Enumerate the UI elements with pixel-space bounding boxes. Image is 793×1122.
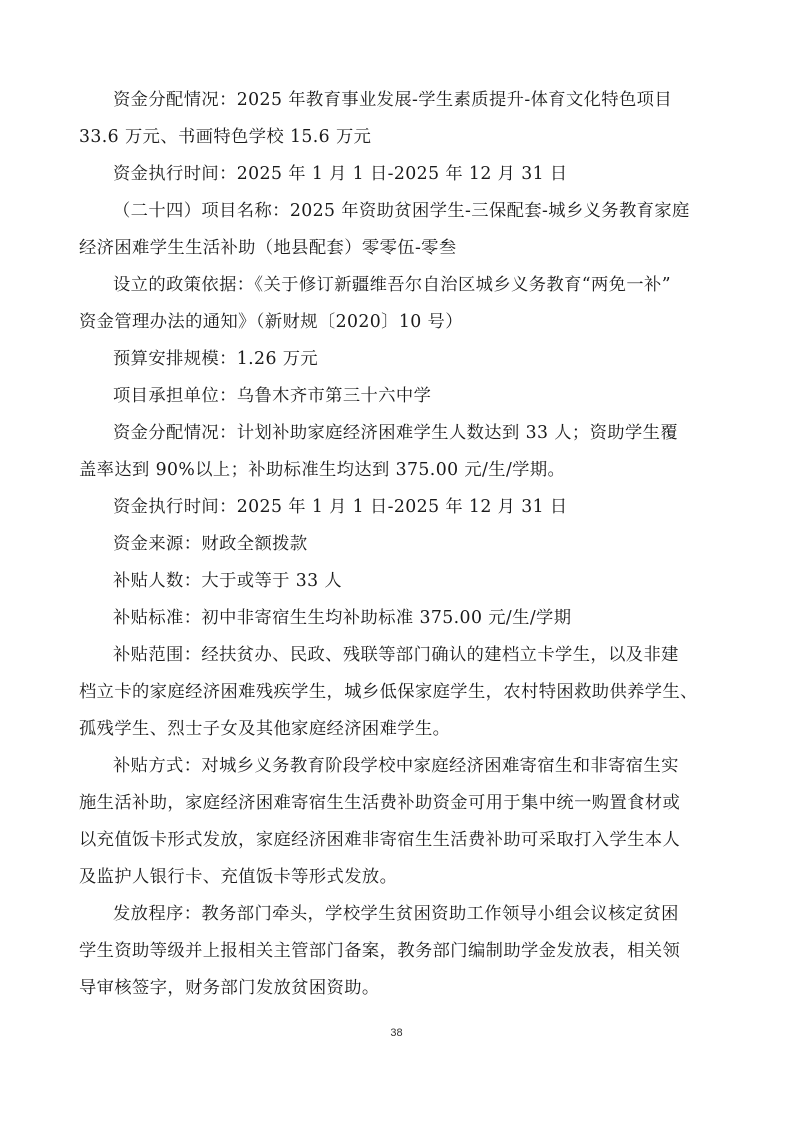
paragraph-line: 以充值饭卡形式发放，家庭经济困难非寄宿生生活费补助可采取打入学生本人 xyxy=(79,830,681,850)
paragraph-line: 孤残学生、烈士子女及其他家庭经济困难学生。 xyxy=(79,719,451,739)
paragraph-line: 资金执行时间：2025 年 1 月 1 日-2025 年 12 月 31 日 xyxy=(113,497,568,517)
paragraph-line: 资金管理办法的通知》（新财规〔2020〕10 号） xyxy=(79,312,463,332)
paragraph-line: 补贴标准：初中非寄宿生生均补助标准 375.00 元/生/学期 xyxy=(113,608,572,628)
paragraph-line: 资金分配情况：2025 年教育事业发展-学生素质提升-体育文化特色项目 xyxy=(113,90,673,110)
page-number: 38 xyxy=(390,1027,403,1039)
paragraph-line: 盖率达到 90%以上；补助标准生均达到 375.00 元/生/学期。 xyxy=(79,460,566,480)
paragraph-line: 施生活补助，家庭经济困难寄宿生生活费补助资金可用于集中统一购置食材或 xyxy=(79,793,681,813)
paragraph-line: 档立卡的家庭经济困难残疾学生，城乡低保家庭学生，农村特困救助供养学生、 xyxy=(79,682,698,702)
paragraph-line: 及监护人银行卡、充值饭卡等形式发放。 xyxy=(79,867,398,887)
paragraph-line: 资金分配情况：计划补助家庭经济困难学生人数达到 33 人；资助学生覆 xyxy=(113,423,679,443)
paragraph-line: 项目承担单位：乌鲁木齐市第三十六中学 xyxy=(113,386,432,406)
paragraph-line: 经济困难学生生活补助（地县配套）零零伍-零叁 xyxy=(79,238,457,258)
paragraph-line: 导审核签字，财务部门发放贫困资助。 xyxy=(79,978,380,998)
paragraph-line: 资金来源：财政全额拨款 xyxy=(113,534,308,554)
paragraph-line: 33.6 万元、书画特色学校 15.6 万元 xyxy=(79,127,372,147)
paragraph-line: 补贴范围：经扶贫办、民政、残联等部门确认的建档立卡学生，以及非建 xyxy=(113,645,679,665)
paragraph-line: 学生资助等级并上报相关主管部门备案，教务部门编制助学金发放表，相关领 xyxy=(79,941,681,961)
paragraph-line: 补贴方式：对城乡义务教育阶段学校中家庭经济困难寄宿生和非寄宿生实 xyxy=(113,756,679,776)
paragraph-line: 补贴人数：大于或等于 33 人 xyxy=(113,571,343,591)
paragraph-line: 预算安排规模：1.26 万元 xyxy=(113,349,319,369)
paragraph-line: （二十四）项目名称：2025 年资助贫困学生-三保配套-城乡义务教育家庭 xyxy=(113,201,690,221)
paragraph-line: 设立的政策依据：《关于修订新疆维吾尔自治区城乡义务教育“两免一补” xyxy=(113,275,671,295)
paragraph-line: 资金执行时间：2025 年 1 月 1 日-2025 年 12 月 31 日 xyxy=(113,164,568,184)
paragraph-line: 发放程序：教务部门牵头，学校学生贫困资助工作领导小组会议核定贫困 xyxy=(113,904,679,924)
